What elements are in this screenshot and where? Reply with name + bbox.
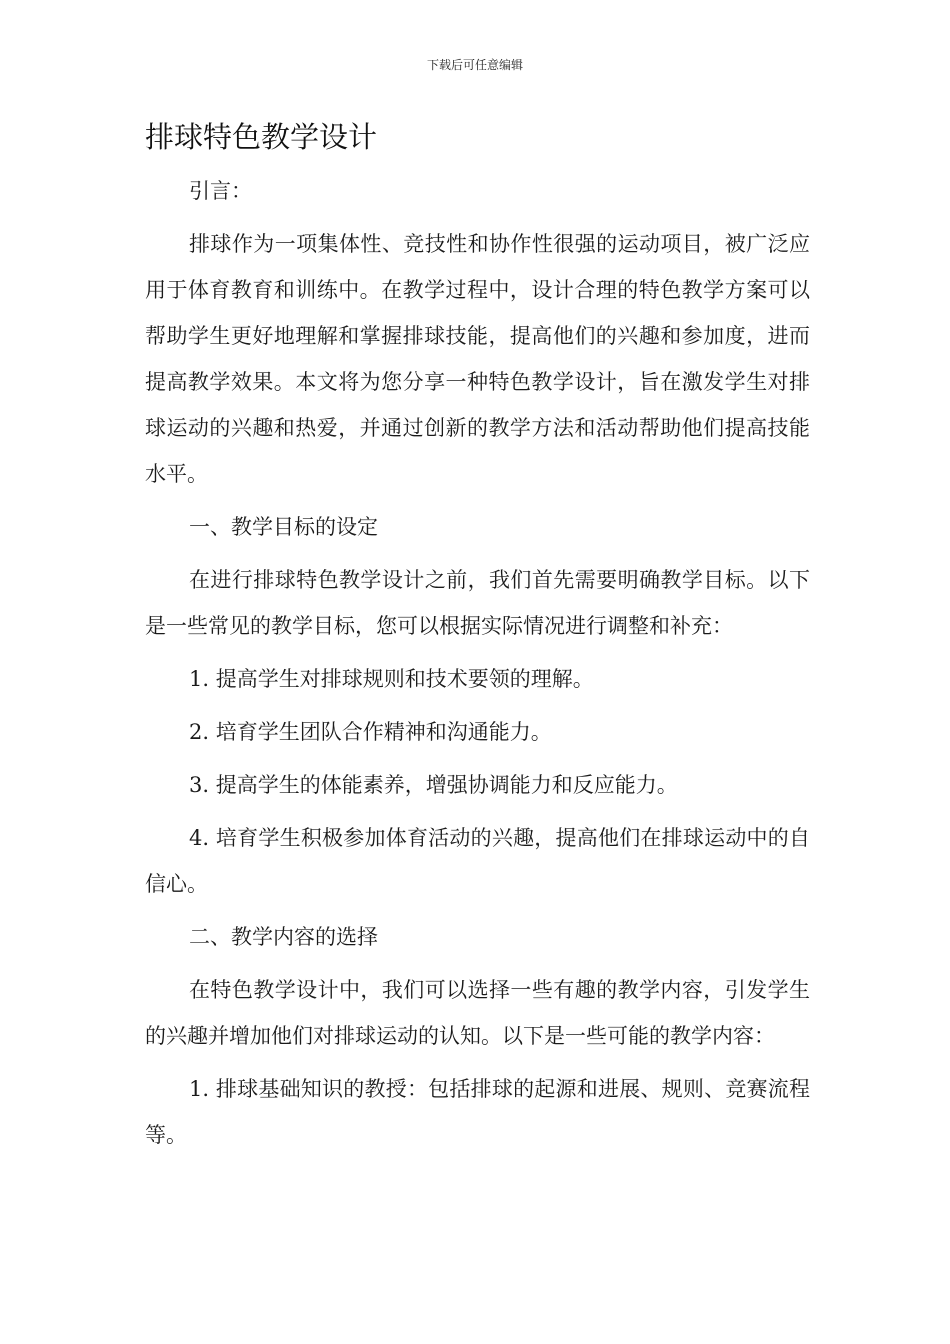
document-body	[145, 168, 810, 1165]
document-title: 排球特色教学设计	[145, 120, 378, 154]
list-item: 4. 培育学生积极参加体育活动的兴趣，提高他们在排球运动中的自信心。	[145, 826, 810, 896]
list-item: 2. 培育学生团队合作精神和沟通能力。	[189, 720, 552, 744]
list-item: 1. 排球基础知识的教授：包括排球的起源和进展、规则、竞赛流程等。	[145, 1077, 810, 1147]
intro-paragraph: 排球作为一项集体性、竞技性和协作性很强的运动项目，被广泛应用于体育教育和训练中。在教学过程中，设计合理的特色教学方案可以帮助学生更好地理解和掌握排球技能，提高他们的兴趣和参加度，进而提高教学效果。本文将为您分享一种特色教学设计，旨在激发学生对排球运动的兴趣和热爱，并通过创新的教学方法和活动帮助他们提高技能水平。	[145, 232, 810, 486]
section-paragraph-objectives: 在进行排球特色教学设计之前，我们首先需要明确教学目标。以下是一些常见的教学目标，您可以根据实际情况进行调整和补充：	[145, 568, 810, 638]
section-heading-content: 二、教学内容的选择	[189, 925, 378, 949]
section-paragraph-content: 在特色教学设计中，我们可以选择一些有趣的教学内容，引发学生的兴趣并增加他们对排球运动的认知。以下是一些可能的教学内容：	[145, 978, 810, 1048]
page-header: 下载后可任意编辑	[426, 58, 523, 72]
list-item: 1. 提高学生对排球规则和技术要领的理解。	[189, 667, 594, 691]
section-heading-objectives: 一、教学目标的设定	[189, 515, 378, 539]
list-item: 3. 提高学生的体能素养，增强协调能力和反应能力。	[189, 773, 678, 797]
intro-label: 引言：	[189, 179, 252, 203]
